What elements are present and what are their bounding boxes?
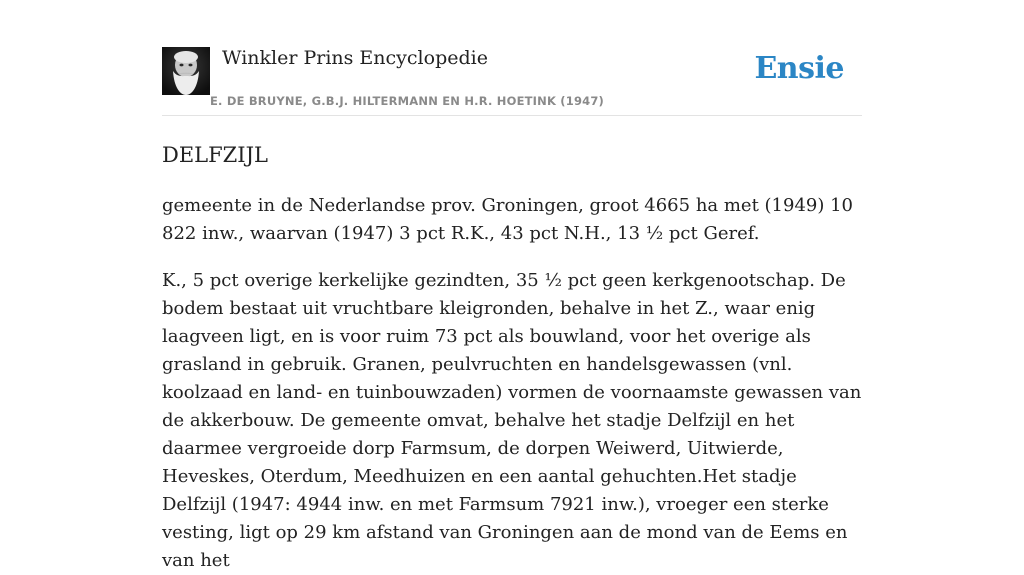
entry-paragraph: gemeente in de Nederlandse prov. Groningen, groot 4665 ha met (1949) 10 822 inw., waarvan (1947) 3 pct R.K., 43 pct N.H., 13 ½ pct Geref. [162, 195, 854, 244]
header-divider [162, 115, 862, 116]
bearded-man-portrait-icon [162, 47, 210, 95]
publication-header [162, 0, 862, 116]
publication-authors: E. DE BRUYNE, G.B.J. HILTERMANN EN H.R. HOETINK (1947) [210, 94, 605, 108]
author-avatar[interactable] [162, 47, 210, 95]
ensie-logo[interactable]: Ensie [754, 51, 844, 86]
page-container [162, 0, 862, 571]
entry-paragraph: K., 5 pct overige kerkelijke gezindten, 35 ½ pct geen kerkgenootschap. De bodem bestaat uit vruchtbare kleigronden, behalve in het Z., waar enig laagveen ligt, en is voor ruim 73 pct als bouwland, voor het overige als grasland in gebruik. Granen, peulvruchten en handelsgewassen (vnl. koolzaad en land- en tuinbouwzaden) vormen de voornaamste gewassen van de akkerbouw. De gemeente omvat, behalve het stadje Delfzijl en het daarmee vergroeide dorp Farmsum, de dorpen Weiwerd, Uitwierde, Heveskes, Oterdum, Meedhuizen en een aantal gehuchten.Het stadje Delfzijl (1947: 4944 inw. en met Farmsum 7921 inw.), vroeger een sterke vesting, ligt op 29 km afstand van Groningen aan de mond van de Eems en van het [162, 270, 862, 571]
publication-title[interactable]: Winkler Prins Encyclopedie [222, 47, 488, 69]
entry-title: DELFZIJL [162, 143, 268, 167]
